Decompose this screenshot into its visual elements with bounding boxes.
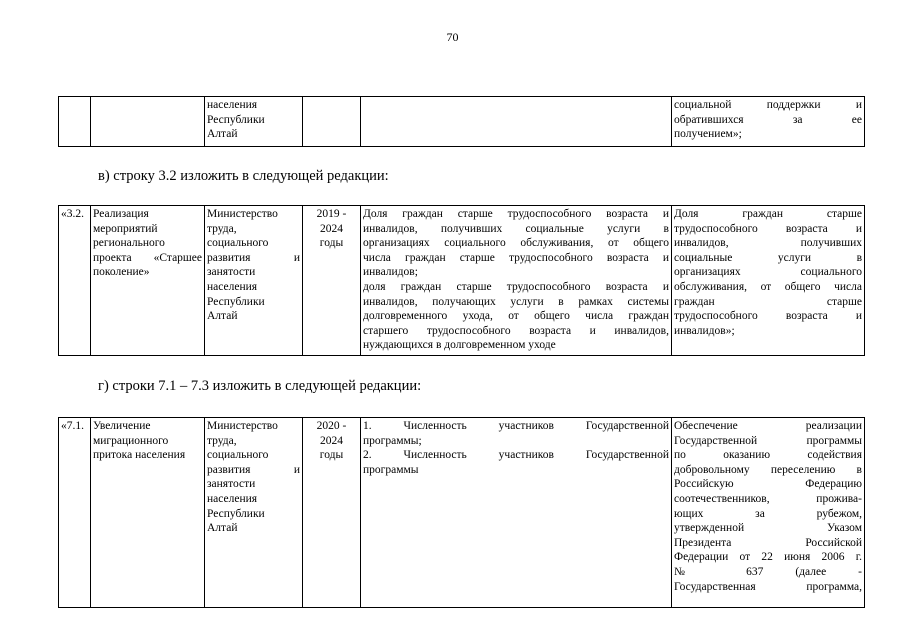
text-line: регионального bbox=[93, 237, 165, 250]
text-line: инвалидов; bbox=[363, 266, 418, 279]
text-line: развития и bbox=[207, 463, 300, 476]
cell-name bbox=[91, 97, 205, 147]
text-line: организациях социального обслуживания, от общего bbox=[363, 237, 669, 250]
text-line: населения bbox=[207, 99, 258, 111]
cell-name bbox=[91, 418, 205, 608]
text-line: Обеспечение реализации bbox=[674, 420, 862, 432]
text-line: Республики bbox=[207, 295, 265, 308]
row-number: «3.2. bbox=[61, 208, 84, 220]
text-line: инвалидов, получивших социальные услуги в bbox=[363, 222, 669, 235]
cell-result bbox=[672, 418, 865, 608]
text-line: миграционного bbox=[93, 434, 169, 447]
text-line: старшего трудоспособного возраста и инвалидов, bbox=[363, 324, 669, 337]
text-line: Доля граждан старше трудоспособного возраста и bbox=[363, 208, 669, 220]
text-line: 2020 - bbox=[316, 420, 347, 432]
text-line: Министерство bbox=[207, 420, 278, 432]
text-line: Президента Российской bbox=[674, 536, 862, 549]
text-line: 1. Численность участников Государственной bbox=[363, 420, 669, 432]
cell-num bbox=[59, 97, 91, 147]
cell-years bbox=[303, 418, 361, 608]
cell-num bbox=[59, 418, 91, 608]
text-line: программы; bbox=[363, 434, 422, 447]
text-line: социальные услуги в bbox=[674, 251, 862, 264]
text-line: населения bbox=[207, 280, 258, 293]
text-line: проекта «Старшее bbox=[93, 251, 202, 264]
cell-indicators bbox=[361, 97, 672, 147]
cell-org bbox=[205, 206, 303, 356]
text-line: инвалидов, получающих услуги в рамках системы bbox=[363, 295, 669, 308]
table-row bbox=[59, 206, 865, 356]
row-number: «7.1. bbox=[61, 420, 84, 432]
text-line: развития и bbox=[207, 251, 300, 264]
table-row-3-2 bbox=[58, 205, 865, 356]
text-line: Федерации от 22 июня 2006 г. bbox=[674, 551, 862, 564]
table-row-7-1 bbox=[58, 417, 865, 608]
text-line: социального bbox=[207, 449, 269, 462]
text-line: Республики bbox=[207, 507, 265, 520]
text-line: инвалидов, получивших bbox=[674, 237, 862, 250]
cell-org bbox=[205, 97, 303, 147]
cell-org bbox=[205, 418, 303, 608]
text-line: организациях социального bbox=[674, 266, 862, 279]
text-line: долговременного ухода, от общего числа граждан bbox=[363, 310, 669, 323]
text-line: Алтай bbox=[207, 128, 238, 141]
cell-indicators bbox=[361, 206, 672, 356]
text-line: Российскую Федерацию bbox=[674, 478, 862, 491]
section-heading-g: г) строки 7.1 – 7.3 изложить в следующей редакции: bbox=[98, 378, 422, 394]
table-continuation bbox=[58, 96, 865, 147]
text-line: Алтай bbox=[207, 522, 238, 535]
text-line: 2. Численность участников Государственной bbox=[363, 449, 669, 462]
text-line: 2024 bbox=[320, 222, 343, 235]
text-line: притока населения bbox=[93, 449, 186, 462]
text-line: трудоспособного возраста и bbox=[674, 222, 862, 235]
text-line: Республики bbox=[207, 113, 265, 126]
text-line: годы bbox=[319, 237, 344, 250]
section-heading-v: в) строку 3.2 изложить в следующей редакции: bbox=[98, 168, 389, 184]
text-line: населения bbox=[207, 492, 258, 505]
text-line: соотечественников, прожива- bbox=[674, 492, 862, 505]
text-line: Государственная программа, bbox=[674, 580, 862, 593]
text-line: 2024 bbox=[320, 434, 343, 447]
text-line: мероприятий bbox=[93, 222, 158, 235]
text-line: обратившихся за ее bbox=[674, 113, 862, 126]
cell-indicators bbox=[361, 418, 672, 608]
text-line: Алтай bbox=[207, 310, 238, 323]
text-line: социальной поддержки и bbox=[674, 99, 862, 111]
text-line: Министерство bbox=[207, 208, 278, 220]
text-line: по оказанию содействия bbox=[674, 449, 862, 462]
text-line: добровольному переселению в bbox=[674, 463, 862, 476]
text-line: № 637 (далее - bbox=[674, 565, 862, 578]
text-line: Доля граждан старше bbox=[674, 208, 862, 220]
text-line: социального bbox=[207, 237, 269, 250]
text-line: Государственной программы bbox=[674, 434, 862, 447]
text-line: годы bbox=[319, 449, 344, 462]
table-row bbox=[59, 97, 865, 147]
cell-years bbox=[303, 97, 361, 147]
text-line: занятости bbox=[207, 266, 256, 279]
text-line: труда, bbox=[207, 434, 237, 447]
text-line: утвержденной Указом bbox=[674, 522, 862, 535]
text-line: нуждающихся в долговременном уходе bbox=[363, 339, 556, 352]
text-line: поколение» bbox=[93, 266, 150, 279]
text-line: 2019 - bbox=[316, 208, 347, 220]
text-line: инвалидов»; bbox=[674, 324, 735, 337]
cell-result bbox=[672, 206, 865, 356]
text-line: ющих за рубежом, bbox=[674, 507, 862, 520]
text-line: занятости bbox=[207, 478, 256, 491]
text-line: программы bbox=[363, 463, 419, 476]
text-line: Реализация bbox=[93, 208, 149, 220]
page-number: 70 bbox=[446, 30, 459, 44]
text-line: числа граждан старше трудоспособного возраста и bbox=[363, 251, 669, 264]
cell-name bbox=[91, 206, 205, 356]
text-line: трудоспособного возраста и bbox=[674, 310, 862, 323]
text-line: доля граждан старше трудоспособного возраста и bbox=[363, 280, 669, 293]
text-line: труда, bbox=[207, 222, 237, 235]
cell-num bbox=[59, 206, 91, 356]
cell-result bbox=[672, 97, 865, 147]
cell-years bbox=[303, 206, 361, 356]
text-line: граждан старше bbox=[674, 295, 862, 308]
text-line: получением»; bbox=[674, 128, 742, 141]
text-line: обслуживания, от общего числа bbox=[674, 280, 862, 293]
table-row bbox=[59, 418, 865, 608]
text-line: Увеличение bbox=[93, 420, 151, 432]
